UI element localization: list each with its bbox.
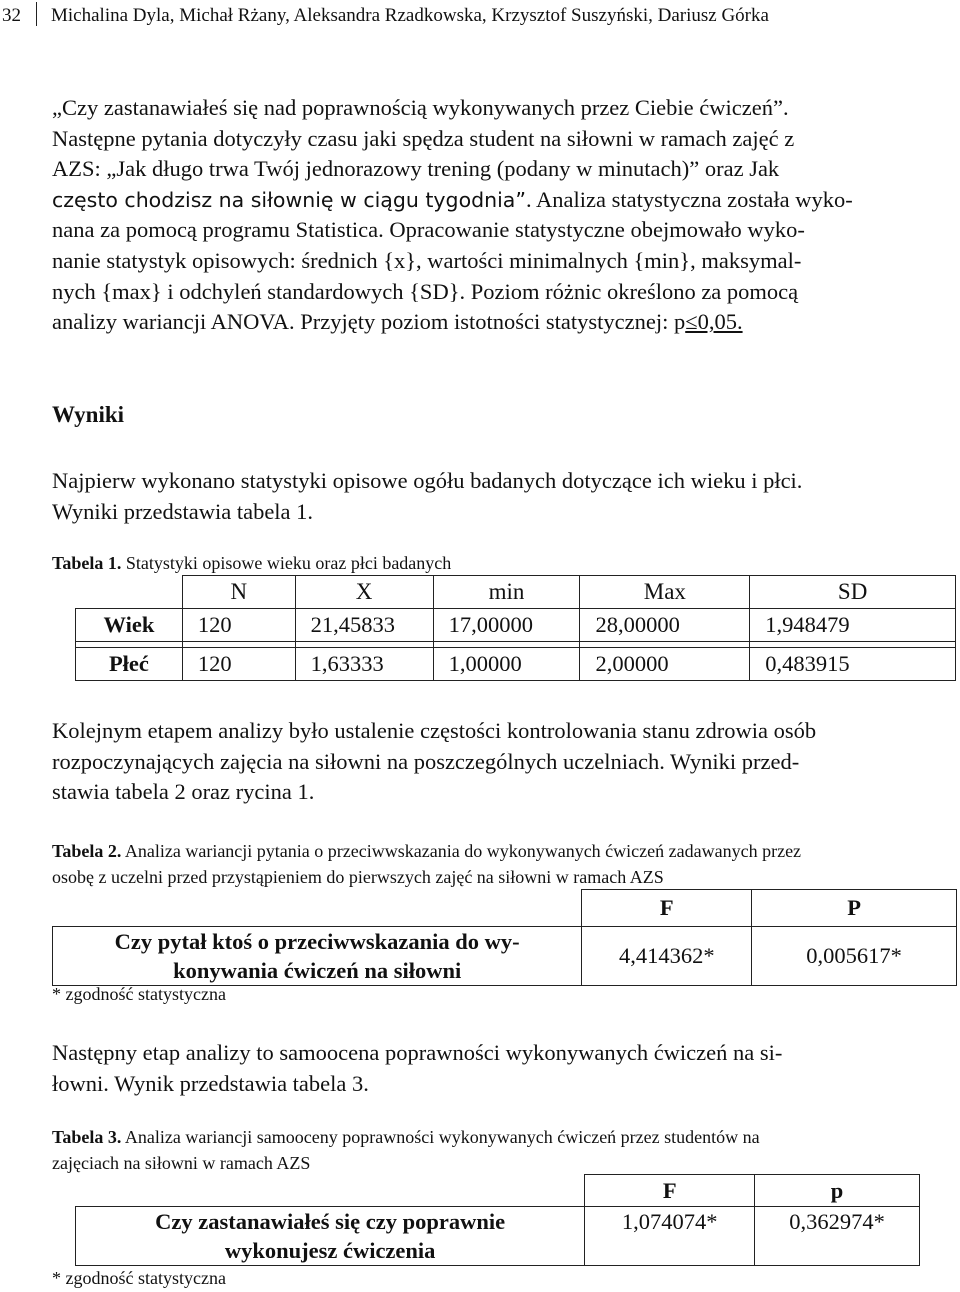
header-authors: Michalina Dyla, Michał Rżany, Aleksandra Rzadkowska, Krzysztof Suszyński, Dariusz Górka bbox=[51, 5, 769, 26]
table2-corner-cell bbox=[53, 890, 582, 927]
table1-caption-text: Statystyki opisowe wieku oraz płci badanych bbox=[121, 553, 452, 573]
table1-row bbox=[76, 609, 956, 642]
table1-cell: 17,00000 bbox=[433, 609, 580, 642]
table1 bbox=[75, 575, 956, 681]
table1-header-row bbox=[76, 576, 956, 609]
para2-line1: Najpierw wykonano statystyki opisowe ogółu badanych dotyczące ich wieku i płci. bbox=[52, 468, 803, 493]
table2-value-p: 0,005617* bbox=[752, 927, 957, 986]
table3-caption-text1: Analiza wariancji samooceny poprawności wykonywanych ćwiczeń przez studentów na bbox=[121, 1127, 760, 1147]
table1-header-cell: Max bbox=[580, 576, 750, 609]
para2-line2: Wyniki przedstawia tabela 1. bbox=[52, 498, 314, 524]
table2-note: * zgodność statystyczna bbox=[52, 984, 226, 1004]
para3-line1: Kolejnym etapem analizy było ustalenie częstości kontrolowania stanu zdrowia osób bbox=[52, 718, 817, 743]
table3-value-f: 1,074074* bbox=[585, 1207, 755, 1266]
table3-header-cell: F bbox=[585, 1175, 755, 1207]
table2-caption-text2: osobę z uczelni przed przystąpieniem do pierwszych zajęć na siłowni w ramach AZS bbox=[52, 867, 664, 887]
para1-line1: „Czy zastanawiałeś się nad poprawnością wykonywanych przez Ciebie ćwiczeń”. bbox=[52, 95, 789, 120]
table1-caption-label: Tabela 1. bbox=[52, 553, 122, 573]
table1-header-cell: SD bbox=[750, 576, 956, 609]
para1-line7: nych {max} i odchyleń standardowych {SD}. Poziom różnic określono za pomocą bbox=[52, 278, 799, 304]
table1-cell: 1,63333 bbox=[295, 648, 433, 681]
para1-line2: Następne pytania dotyczyły czasu jaki spędza student na siłowni w ramach zajęć z bbox=[52, 125, 795, 151]
table1-header-cell: X bbox=[295, 576, 433, 609]
table3-note: * zgodność statystyczna bbox=[52, 1268, 226, 1288]
paragraph-table3-intro bbox=[52, 1038, 952, 1099]
table2-row-label bbox=[53, 927, 582, 986]
table2-row bbox=[53, 927, 957, 986]
table1-cell: 0,483915 bbox=[750, 648, 956, 681]
section-heading: Wyniki bbox=[52, 402, 125, 427]
para1-line8-a: analizy wariancji ANOVA. Przyjęty poziom istotności statystycznej: p bbox=[52, 309, 686, 335]
table3-caption bbox=[52, 1124, 957, 1176]
table2-label-line1: Czy pytał ktoś o przeciwwskazania do wy- bbox=[114, 929, 520, 954]
table2-caption-label: Tabela 2. bbox=[52, 841, 122, 861]
table2-header-row bbox=[53, 890, 957, 927]
table1-row bbox=[76, 648, 956, 681]
para1-line8-b: ≤0,05. bbox=[685, 309, 743, 335]
table1-cell: 1,948479 bbox=[750, 609, 956, 642]
para1-line5: nana za pomocą programu Statistica. Opracowanie statystyczne obejmowało wyko- bbox=[52, 217, 805, 243]
table1-cell: 28,00000 bbox=[580, 609, 750, 642]
para1-line4-rest: . Analiza statystyczna została wyko- bbox=[526, 186, 853, 212]
table3-corner-cell bbox=[76, 1175, 585, 1207]
table1-cell: 2,00000 bbox=[580, 648, 750, 681]
paragraph-results-intro bbox=[52, 466, 952, 527]
table2 bbox=[52, 889, 957, 986]
para1-line3: AZS: „Jak długo trwa Twój jednorazowy trening (podany w minutach)” oraz Jak bbox=[52, 156, 780, 182]
para1-line8 bbox=[52, 307, 952, 338]
para3-line2: rozpoczynających zajęcia na siłowni na poszczególnych uczelniach. Wyniki przed- bbox=[52, 748, 800, 774]
table3-header-cell: p bbox=[755, 1175, 920, 1207]
para1-line4-sans: często chodzisz na siłownię w ciągu tygodnia” bbox=[52, 187, 526, 212]
header-divider bbox=[36, 2, 37, 26]
para3-line3: stawia tabela 2 oraz rycina 1. bbox=[52, 779, 315, 805]
table1-row-label: Płeć bbox=[76, 648, 183, 681]
table1-caption bbox=[52, 550, 957, 576]
table1-header-cell: N bbox=[182, 576, 295, 609]
table3 bbox=[75, 1174, 920, 1266]
table2-header-cell: F bbox=[582, 890, 752, 927]
table2-caption bbox=[52, 838, 957, 890]
table3-row bbox=[76, 1207, 920, 1266]
table3-header-row bbox=[76, 1175, 920, 1207]
para1-line6: nanie statystyk opisowych: średnich {x}, wartości minimalnych {min}, maksymal- bbox=[52, 247, 802, 273]
running-header bbox=[0, 2, 769, 27]
table2-value-f: 4,414362* bbox=[582, 927, 752, 986]
paragraph-table2-intro bbox=[52, 716, 952, 808]
para4-line1: Następny etap analizy to samoocena poprawności wykonywanych ćwiczeń na si- bbox=[52, 1040, 783, 1065]
para1-line4 bbox=[52, 185, 952, 216]
table1-corner-cell bbox=[76, 576, 183, 609]
para4-line2: łowni. Wynik przedstawia tabela 3. bbox=[52, 1070, 369, 1096]
table1-cell: 120 bbox=[182, 609, 295, 642]
page-number: 32 bbox=[2, 5, 21, 26]
table1-cell: 21,45833 bbox=[295, 609, 433, 642]
table3-label-line2: wykonujesz ćwiczenia bbox=[224, 1238, 436, 1263]
table3-label-line1: Czy zastanawiałeś się czy poprawnie bbox=[155, 1209, 506, 1234]
table1-row-label: Wiek bbox=[76, 609, 183, 642]
paragraph-methods bbox=[52, 93, 952, 338]
table1-header-cell: min bbox=[433, 576, 580, 609]
table2-header-cell: P bbox=[752, 890, 957, 927]
table3-value-p: 0,362974* bbox=[755, 1207, 920, 1266]
table3-caption-label: Tabela 3. bbox=[52, 1127, 122, 1147]
table2-label-line2: konywania ćwiczeń na siłowni bbox=[173, 958, 462, 983]
table3-row-label bbox=[76, 1207, 585, 1266]
table3-caption-text2: zajęciach na siłowni w ramach AZS bbox=[52, 1153, 311, 1173]
table1-cell: 1,00000 bbox=[433, 648, 580, 681]
table2-caption-text1: Analiza wariancji pytania o przeciwwskazania do wykonywanych ćwiczeń zadawanych przez bbox=[121, 841, 802, 861]
table1-cell: 120 bbox=[182, 648, 295, 681]
